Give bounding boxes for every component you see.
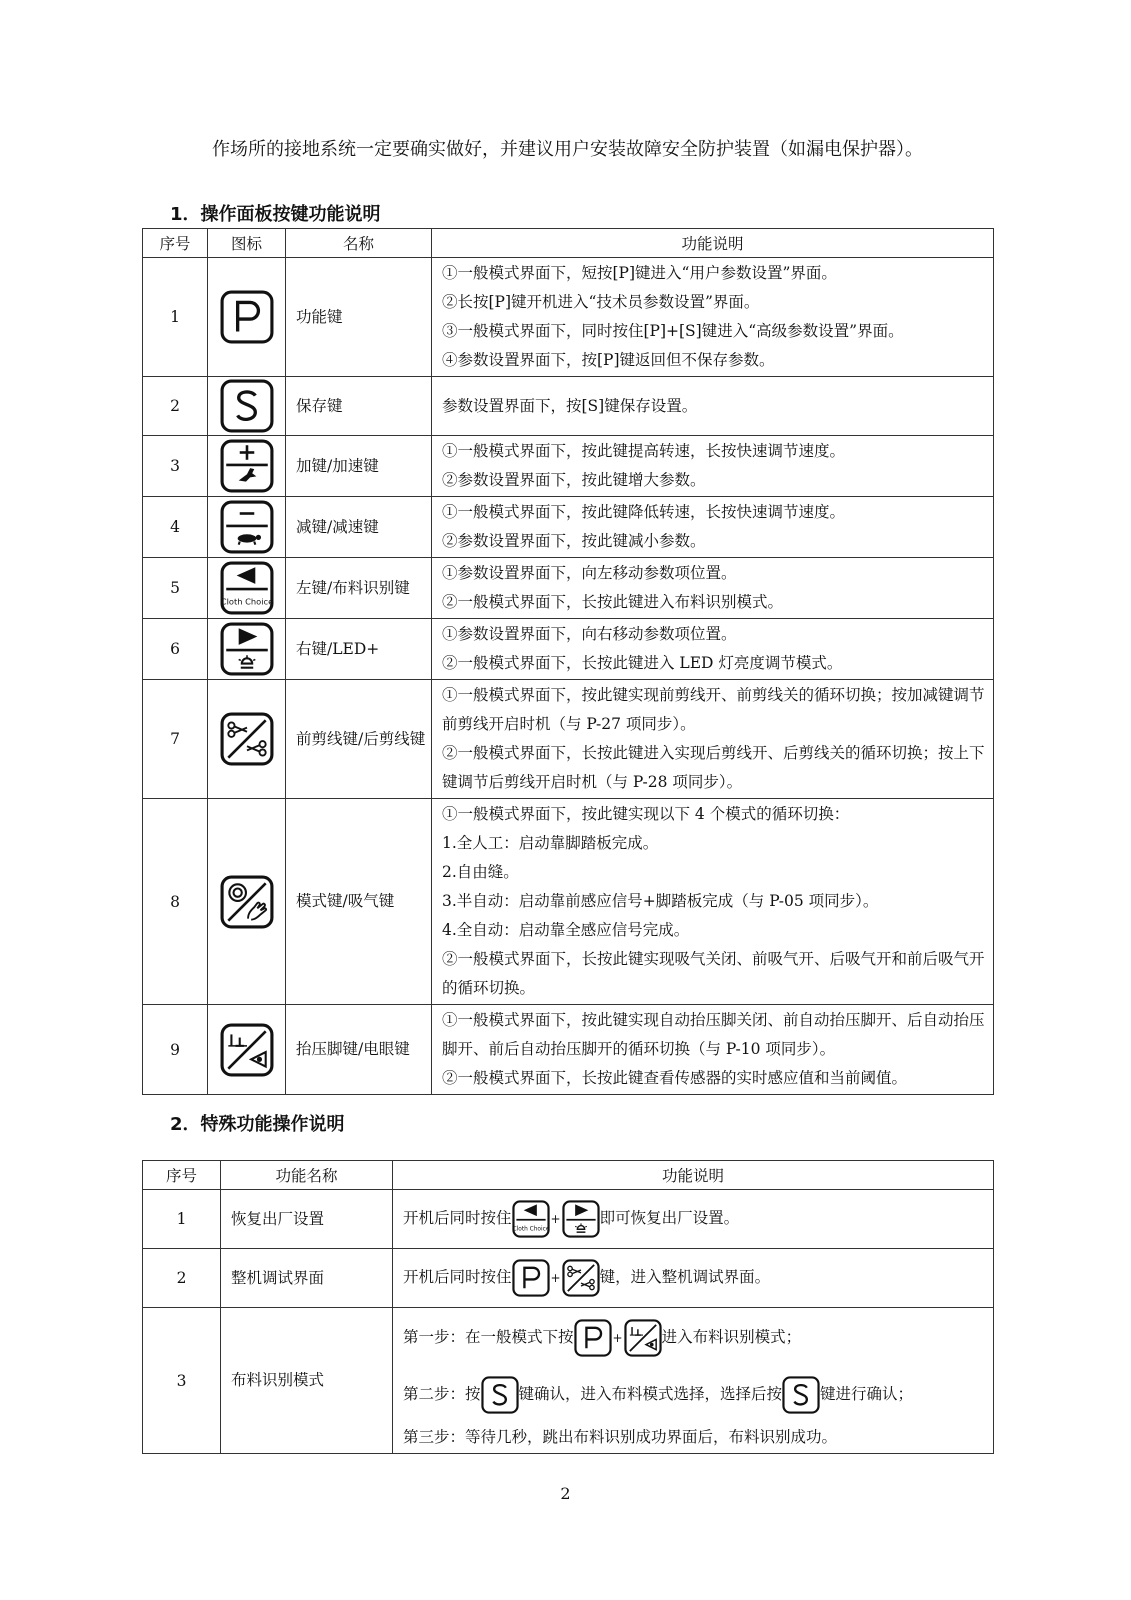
scissors-key-icon <box>562 1259 600 1297</box>
table-row <box>143 1308 994 1454</box>
row-desc-line: ②参数设置界面下，按此键减小参数。 <box>442 532 706 550</box>
row-desc-line: ③一般模式界面下，同时按住[P]+[S]键进入“高级参数设置”界面。 <box>442 322 904 340</box>
table-row <box>143 619 994 680</box>
row-desc-line: 3.半自动：启动靠前感应信号+脚踏板完成（与 P-05 项同步）。 <box>442 892 879 910</box>
right-led-key-icon <box>562 1200 600 1238</box>
plus-sign: + <box>612 1331 623 1345</box>
row-number: 8 <box>143 799 208 1005</box>
s-key-icon <box>481 1376 519 1414</box>
row-desc-line: ④参数设置界面下，按[P]键返回但不保存参数。 <box>442 351 775 369</box>
header-number: 序号 <box>143 229 208 258</box>
row-name: 前剪线键/后剪线键 <box>286 680 432 799</box>
row-desc-line: ②长按[P]键开机进入“技术员参数设置”界面。 <box>442 293 760 311</box>
row-desc-text: 第一步：在一般模式下按 <box>403 1328 574 1346</box>
row-desc-line: ①参数设置界面下，向右移动参数项位置。 <box>442 625 737 643</box>
row-name: 模式键/吸气键 <box>286 799 432 1005</box>
table-row <box>143 680 994 799</box>
table-row <box>143 558 994 619</box>
presser-eye-key-icon <box>624 1319 662 1357</box>
s-key-icon <box>220 379 274 433</box>
intro-paragraph: 作场所的接地系统一定要确实做好，并建议用户安装故障安全防护装置（如漏电保护器）。 <box>212 139 923 160</box>
row-name: 左键/布料识别键 <box>286 558 432 619</box>
row-desc-line: ①一般模式界面下，按此键实现前剪线开、前剪线关的循环切换；按加减键调节前剪线开启时机（与 P-27 项同步）。 <box>442 686 985 733</box>
scissors-key-icon <box>220 712 274 766</box>
row-desc-line: 参数设置界面下，按[S]键保存设置。 <box>442 396 698 415</box>
row-desc-line: ②参数设置界面下，按此键增大参数。 <box>442 471 706 489</box>
left-cloth-choice-key-icon <box>512 1200 550 1238</box>
row-desc-text: 开机后同时按住 <box>403 1209 512 1227</box>
table-row <box>143 1249 994 1308</box>
table-row <box>143 436 994 497</box>
table-row <box>143 497 994 558</box>
row-desc-text: 开机后同时按住 <box>403 1268 512 1286</box>
right-led-key-icon <box>220 622 274 676</box>
table-row <box>143 1005 994 1095</box>
row-desc-line: 4.全自动：启动靠全感应信号完成。 <box>442 921 690 939</box>
row-desc-line: ①一般模式界面下，短按[P]键进入“用户参数设置”界面。 <box>442 264 837 282</box>
section2-title: 2．特殊功能操作说明 <box>170 1114 345 1135</box>
row-number: 2 <box>143 377 208 436</box>
row-desc-line: ①一般模式界面下，按此键实现以下 4 个模式的循环切换： <box>442 805 850 823</box>
p-key-icon <box>220 290 274 344</box>
table-header-row <box>143 229 994 258</box>
table-row <box>143 799 994 1005</box>
row-desc-line: ②一般模式界面下，长按此键实现吸气关闭、前吸气开、后吸气开和前后吸气开的循环切换。 <box>442 950 985 997</box>
row-number: 4 <box>143 497 208 558</box>
row-desc-line: 第三步：等待几秒，跳出布料识别成功界面后，布料识别成功。 <box>403 1428 838 1446</box>
row-number: 7 <box>143 680 208 799</box>
row-name: 抬压脚键/电眼键 <box>286 1005 432 1095</box>
row-name: 保存键 <box>286 377 432 436</box>
row-desc-text: 键进行确认； <box>820 1385 914 1403</box>
section1-title: 1．操作面板按键功能说明 <box>170 204 381 225</box>
row-name: 恢复出厂设置 <box>221 1190 393 1249</box>
header-icon: 图标 <box>208 229 286 258</box>
header-function-name: 功能名称 <box>221 1161 393 1190</box>
row-desc-line: ①参数设置界面下，向左移动参数项位置。 <box>442 564 737 582</box>
row-name: 减键/减速键 <box>286 497 432 558</box>
p-key-icon <box>512 1259 550 1297</box>
row-number: 2 <box>143 1249 221 1308</box>
row-desc-text: 第二步：按 <box>403 1385 481 1403</box>
table-row <box>143 377 994 436</box>
page-number: 2 <box>560 1484 571 1503</box>
row-desc-text: 进入布料识别模式； <box>661 1328 802 1346</box>
row-desc-line: ②一般模式界面下，长按此键进入布料识别模式。 <box>442 593 784 611</box>
table-row <box>143 258 994 377</box>
row-desc-line: ②一般模式界面下，长按此键进入实现后剪线开、后剪线关的循环切换；按上下键调节后剪线开启时机（与 P-28 项同步）。 <box>442 744 985 791</box>
s-key-icon <box>782 1376 820 1414</box>
row-number: 1 <box>143 258 208 377</box>
row-desc-line: ①一般模式界面下，按此键降低转速，长按快速调节速度。 <box>442 503 846 521</box>
row-desc-text: 键确认，进入布料模式选择，选择后按 <box>518 1385 783 1403</box>
row-desc-line: ②一般模式界面下，长按此键进入 LED 灯亮度调节模式。 <box>442 654 843 672</box>
special-function-table <box>142 1160 994 1454</box>
row-name: 布料识别模式 <box>221 1308 393 1454</box>
key-function-table <box>142 228 994 1095</box>
presser-eye-key-icon <box>220 1023 274 1077</box>
mode-suction-key-icon <box>220 875 274 929</box>
row-desc-line: ①一般模式界面下，按此键实现自动抬压脚关闭、前自动抬压脚开、后自动抬压脚开、前后自动抬压脚开的循环切换（与 P-10 项同步）。 <box>442 1011 985 1058</box>
row-name: 加键/加速键 <box>286 436 432 497</box>
row-number: 6 <box>143 619 208 680</box>
minus-turtle-key-icon <box>220 500 274 554</box>
row-name: 整机调试界面 <box>221 1249 393 1308</box>
row-desc-text: 键，进入整机调试界面。 <box>599 1268 771 1286</box>
row-desc-line: ②一般模式界面下，长按此键查看传感器的实时感应值和当前阈值。 <box>442 1069 908 1087</box>
header-number: 序号 <box>143 1161 221 1190</box>
table-header-row <box>143 1161 994 1190</box>
table-row <box>143 1190 994 1249</box>
row-number: 1 <box>143 1190 221 1249</box>
row-number: 3 <box>143 436 208 497</box>
row-desc-text: 即可恢复出厂设置。 <box>599 1209 740 1227</box>
row-name: 右键/LED+ <box>286 619 432 680</box>
row-desc-line: 2.自由缝。 <box>442 863 519 881</box>
row-desc-line: 1.全人工：启动靠脚踏板完成。 <box>442 834 659 852</box>
header-description: 功能说明 <box>432 229 994 258</box>
row-number: 5 <box>143 558 208 619</box>
plus-rabbit-key-icon <box>220 439 274 493</box>
plus-sign: + <box>550 1270 561 1285</box>
row-number: 9 <box>143 1005 208 1095</box>
row-number: 3 <box>143 1308 221 1454</box>
header-description: 功能说明 <box>393 1161 994 1190</box>
row-desc-line: ①一般模式界面下，按此键提高转速，长按快速调节速度。 <box>442 442 846 460</box>
left-cloth-choice-key-icon <box>220 561 274 615</box>
header-name: 名称 <box>286 229 432 258</box>
row-name: 功能键 <box>286 258 432 377</box>
plus-sign: + <box>550 1211 561 1226</box>
p-key-icon <box>574 1319 612 1357</box>
